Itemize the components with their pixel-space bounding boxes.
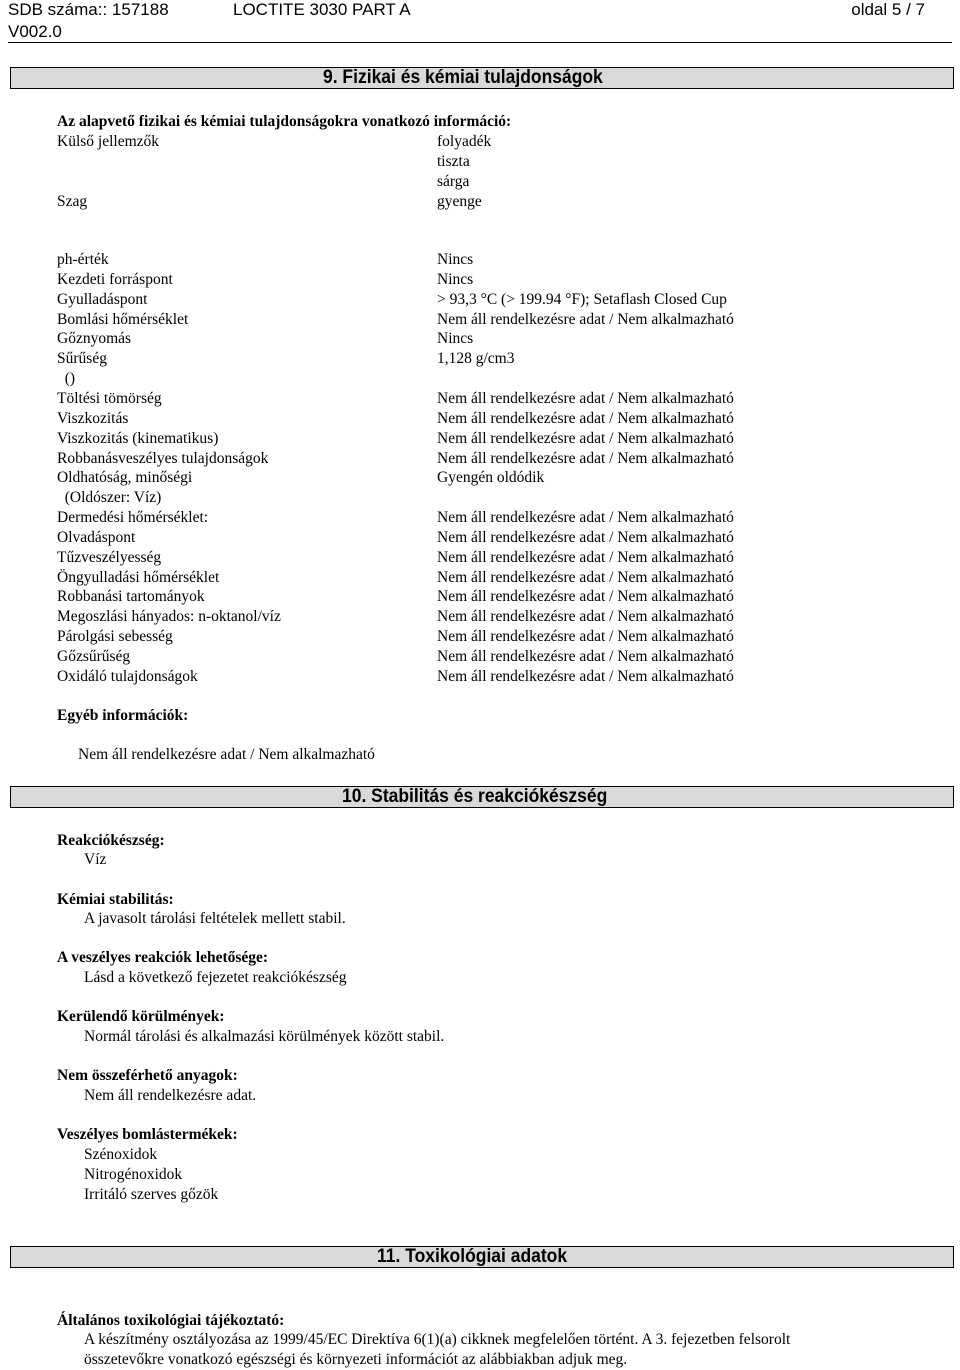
property-value: Nincs xyxy=(437,270,474,288)
appearance-value: folyadék xyxy=(437,133,492,150)
page-number: oldal 5 / 7 xyxy=(851,0,925,19)
property-row xyxy=(57,528,937,548)
appearance-value: tiszta xyxy=(437,153,470,170)
hazardous-reactions-value: Lásd a következő fejezetet reakciókészség xyxy=(84,969,347,986)
incompatible-materials-label: Nem összeférhető anyagok: xyxy=(57,1067,238,1084)
property-value: Nem áll rendelkezésre adat / Nem alkalmazható xyxy=(437,509,734,527)
section-9-title: 9. Fizikai és kémiai tulajdonságok xyxy=(323,67,603,88)
property-value: Nem áll rendelkezésre adat / Nem alkalmazható xyxy=(437,588,734,606)
property-label: () xyxy=(57,370,76,388)
property-row xyxy=(57,488,937,508)
other-info-value: Nem áll rendelkezésre adat / Nem alkalmazható xyxy=(78,746,375,763)
property-label: Olvadáspont xyxy=(57,528,136,546)
property-row xyxy=(57,409,937,429)
property-label: Kezdeti forráspont xyxy=(57,270,173,288)
property-label: (Oldószer: Víz) xyxy=(57,489,162,507)
property-row xyxy=(57,349,937,369)
sdb-number: SDB száma:: 157188 xyxy=(8,0,169,19)
conditions-to-avoid-label: Kerülendő körülmények: xyxy=(57,1008,225,1025)
reactivity-value: Víz xyxy=(84,851,107,868)
incompatible-materials-value: Nem áll rendelkezésre adat. xyxy=(84,1087,257,1104)
property-value: Nem áll rendelkezésre adat / Nem alkalmazható xyxy=(437,389,734,407)
property-row xyxy=(57,587,937,607)
conditions-to-avoid-value: Normál tárolási és alkalmazási körülmények között stabil. xyxy=(84,1028,445,1045)
property-label: Sűrűség xyxy=(57,350,107,368)
property-value: Nem áll rendelkezésre adat / Nem alkalmazható xyxy=(437,528,734,546)
appearance-value: sárga xyxy=(437,173,470,190)
property-label: Gőzsűrűség xyxy=(57,648,131,665)
stability-value: A javasolt tárolási feltételek mellett stabil. xyxy=(84,910,346,927)
other-info-label: Egyéb információk: xyxy=(57,707,189,724)
property-label: Töltési tömörség xyxy=(57,389,162,407)
general-toxicology-label: Általános toxikológiai tájékoztató: xyxy=(57,1312,285,1329)
property-value: Nem áll rendelkezésre adat / Nem alkalmazható xyxy=(437,409,734,427)
section-11-title: 11. Toxikológiai adatok xyxy=(377,1246,568,1267)
property-value: Nem áll rendelkezésre adat / Nem alkalmazható xyxy=(437,310,734,328)
property-value: Nem áll rendelkezésre adat / Nem alkalmazható xyxy=(437,608,734,626)
odor-label: Szag xyxy=(57,193,88,210)
property-row xyxy=(57,607,937,627)
property-label: Megoszlási hányados: n-oktanol/víz xyxy=(57,608,281,626)
property-value: Nem áll rendelkezésre adat / Nem alkalmazható xyxy=(437,449,734,467)
property-value: Nincs xyxy=(437,251,474,268)
property-row xyxy=(57,270,937,290)
property-value: Nem áll rendelkezésre adat / Nem alkalmazható xyxy=(437,628,734,646)
property-value: 1,128 g/cm3 xyxy=(437,350,515,368)
property-row xyxy=(57,449,937,469)
property-label: Bomlási hőmérséklet xyxy=(57,310,189,328)
property-row xyxy=(57,329,937,349)
property-row xyxy=(57,548,937,568)
version: V002.0 xyxy=(8,22,62,41)
reactivity-label: Reakciókészség: xyxy=(57,832,165,849)
property-row xyxy=(57,429,937,449)
property-value: Nem áll rendelkezésre adat / Nem alkalmazható xyxy=(437,568,734,586)
hazardous-reactions-label: A veszélyes reakciók lehetősége: xyxy=(57,949,269,966)
decomposition-product: Nitrogénoxidok xyxy=(84,1166,183,1183)
property-value: Nem áll rendelkezésre adat / Nem alkalmazható xyxy=(437,429,734,447)
property-label: Robbanásveszélyes tulajdonságok xyxy=(57,449,269,467)
property-label: Oldhatóság, minőségi xyxy=(57,469,193,487)
property-row xyxy=(57,647,937,667)
header-divider xyxy=(8,42,952,43)
property-row xyxy=(57,667,937,687)
decomposition-products-label: Veszélyes bomlástermékek: xyxy=(57,1126,238,1143)
product-name: LOCTITE 3030 PART A xyxy=(233,0,411,19)
property-row xyxy=(57,250,937,270)
property-label: Oxidáló tulajdonságok xyxy=(57,667,198,685)
stability-label: Kémiai stabilitás: xyxy=(57,891,174,908)
property-row xyxy=(57,290,937,310)
property-row xyxy=(57,310,937,330)
property-label: Gőznyomás xyxy=(57,330,132,348)
appearance-label: Külső jellemzők xyxy=(57,133,160,150)
property-label: Gyulladáspont xyxy=(57,290,148,308)
property-row xyxy=(57,627,937,647)
property-label: Öngyulladási hőmérséklet xyxy=(57,568,220,586)
property-row xyxy=(57,468,937,488)
property-label: Robbanási tartományok xyxy=(57,588,205,606)
property-value: Nem áll rendelkezésre adat / Nem alkalmazható xyxy=(437,667,734,685)
property-value: Nem áll rendelkezésre adat / Nem alkalmazható xyxy=(437,548,734,566)
decomposition-product: Szénoxidok xyxy=(84,1146,158,1163)
general-toxicology-line: A készítmény osztályozása az 1999/45/EC Direktíva 6(1)(a) cikknek megfelelően történt. A 3. fejezetben felsorolt xyxy=(84,1331,791,1348)
property-row xyxy=(57,369,937,389)
property-value: Nem áll rendelkezésre adat / Nem alkalmazható xyxy=(437,648,734,665)
property-label: Tűzveszélyesség xyxy=(57,548,162,566)
property-value: Nincs xyxy=(437,330,474,348)
general-toxicology-line: összetevőkre vonatkozó egészségi és környezeti információt az alábbiakban adjuk meg. xyxy=(84,1351,628,1368)
property-row xyxy=(57,508,937,528)
property-value: > 93,3 °C (> 199.94 °F); Setaflash Closed Cup xyxy=(437,290,727,308)
property-label: Viszkozitás (kinematikus) xyxy=(57,429,219,447)
property-label: Dermedési hőmérséklet: xyxy=(57,509,209,527)
property-row xyxy=(57,568,937,588)
property-label: Viszkozitás xyxy=(57,409,129,427)
basic-properties-heading: Az alapvető fizikai és kémiai tulajdonságokra vonatkozó információ: xyxy=(57,113,512,130)
odor-value: gyenge xyxy=(437,193,482,210)
decomposition-product: Irritáló szerves gőzök xyxy=(84,1186,219,1203)
property-value: Gyengén oldódik xyxy=(437,469,545,487)
section-10-title: 10. Stabilitás és reakciókészség xyxy=(342,786,608,807)
property-label: Párolgási sebesség xyxy=(57,628,173,646)
property-label: ph-érték xyxy=(57,251,109,268)
property-row xyxy=(57,389,937,409)
